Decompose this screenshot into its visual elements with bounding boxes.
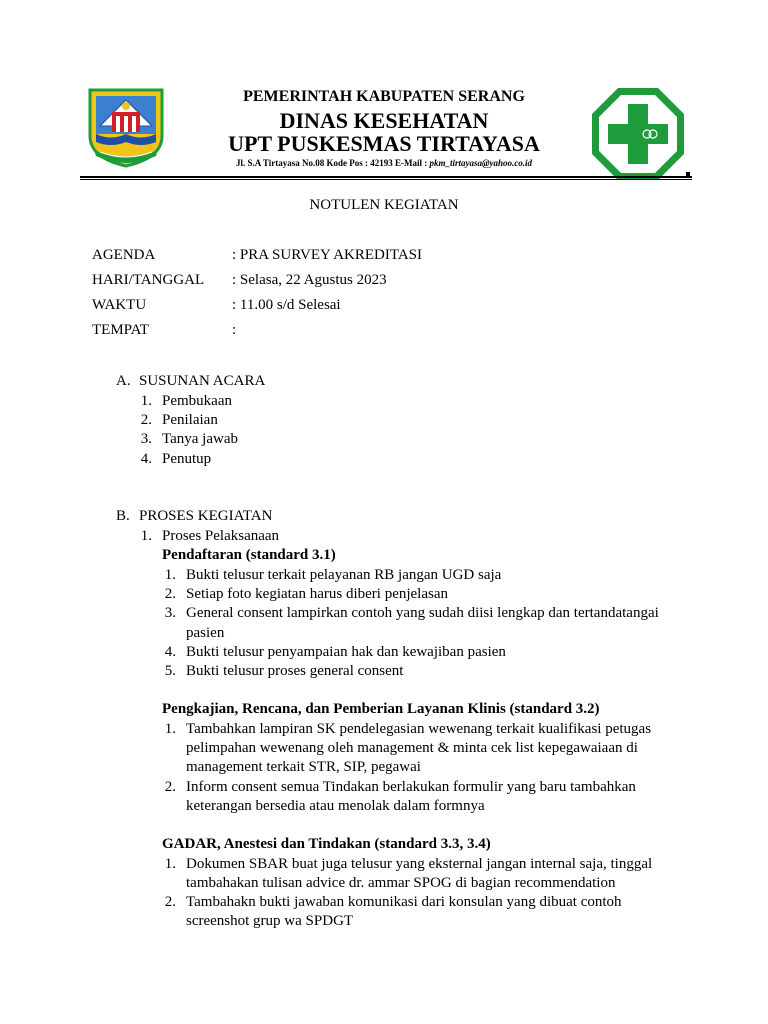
list-item: Tanya jawab (162, 431, 238, 447)
list-item-continuation: keterangan bersedia atau menolak dalam formnya (186, 798, 485, 814)
divider-end-mark (686, 172, 690, 176)
list-item: General consent lampirkan contoh yang sudah diisi lengkap dan tertandatangai (186, 605, 659, 621)
list-item: Setiap foto kegiatan harus diberi penjelasan (186, 586, 448, 602)
section-b-heading: PROSES KEGIATAN (139, 508, 273, 524)
list-item: Tambahakn bukti jawaban komunikasi dari konsulan yang dibuat contoh (186, 894, 622, 910)
list-item: Penutup (162, 451, 212, 467)
list-item: Bukti telusur terkait pelayanan RB jangan UGD saja (186, 567, 502, 583)
list-item-continuation: pelimpahan wewenang oleh management & minta cek list kepegawaiaan di (186, 740, 638, 756)
sub-number: 1. (140, 528, 152, 544)
meta-label-agenda: AGENDA (92, 247, 156, 263)
address-text: Jl. S.A Tirtayasa No.08 Kode Pos : 42193 E-Mail : (236, 158, 430, 168)
list-item-continuation: management terkait STR, SIP, pegawai (186, 759, 421, 775)
list-item-number: 1. (164, 567, 176, 583)
header-divider-thin (80, 179, 692, 180)
list-item-number: 5. (164, 663, 176, 679)
list-item-number: 1. (140, 393, 152, 409)
list-item-continuation: tambahakan tulisan advice dr. ammar SPOG di bagian recommendation (186, 875, 616, 891)
list-item-number: 1. (164, 856, 176, 872)
meta-value-time: : 11.00 s/d Selesai (232, 297, 341, 313)
list-item-number: 2. (140, 412, 152, 428)
header-divider (80, 176, 692, 178)
header-institution: UPT PUSKESMAS TIRTAYASA (228, 131, 540, 156)
list-item: Bukti telusur proses general consent (186, 663, 404, 679)
list-item-number: 3. (140, 431, 152, 447)
meta-label-place: TEMPAT (92, 322, 149, 338)
email-text: pkm_tirtayasa@yahoo.co.id (429, 158, 532, 168)
list-item-continuation: pasien (186, 625, 225, 641)
section-b-marker: B. (116, 508, 130, 524)
meta-value-place: : (232, 322, 237, 338)
meta-value-date: : Selasa, 22 Agustus 2023 (232, 272, 387, 288)
list-item-number: 2. (164, 779, 176, 795)
header-department: DINAS KESEHATAN (279, 108, 489, 133)
meta-label-time: WAKTU (92, 297, 147, 313)
list-item-number: 1. (164, 721, 176, 737)
meta-label-date: HARI/TANGGAL (92, 272, 205, 288)
list-item-number: 3. (164, 605, 176, 621)
document-title: NOTULEN KEGIATAN (309, 197, 459, 213)
sub-heading: Proses Pelaksanaan (162, 528, 280, 544)
list-item: Pembukaan (162, 393, 232, 409)
list-item-number: 4. (164, 644, 176, 660)
group-title-pendaftaran: Pendaftaran (standard 3.1) (162, 547, 336, 563)
list-item-number: 4. (140, 451, 152, 467)
list-item-number: 2. (164, 894, 176, 910)
section-a-marker: A. (116, 373, 131, 389)
list-item: Tambahkan lampiran SK pendelegasian wewenang terkait kualifikasi petugas (186, 721, 652, 737)
group-title-gadar: GADAR, Anestesi dan Tindakan (standard 3.3, 3.4) (162, 836, 491, 852)
list-item-number: 2. (164, 586, 176, 602)
list-item: Inform consent semua Tindakan berlakukan formulir yang baru tambahkan (186, 779, 636, 795)
group-title-pengkajian: Pengkajian, Rencana, dan Pemberian Layanan Klinis (standard 3.2) (162, 701, 600, 717)
list-item: Dokumen SBAR buat juga telusur yang eksternal jangan internal saja, tinggal (186, 856, 653, 872)
list-item: Penilaian (162, 412, 218, 428)
list-item: Bukti telusur penyampaian hak dan kewajiban pasien (186, 644, 506, 660)
section-a-heading: SUSUNAN ACARA (139, 373, 266, 389)
meta-value-agenda: : PRA SURVEY AKREDITASI (232, 247, 422, 263)
list-item-continuation: screenshot grup wa SPDGT (186, 913, 354, 929)
header-government: PEMERINTAH KABUPATEN SERANG (243, 88, 525, 105)
puskesmas-green-cross-logo-icon (590, 86, 686, 182)
